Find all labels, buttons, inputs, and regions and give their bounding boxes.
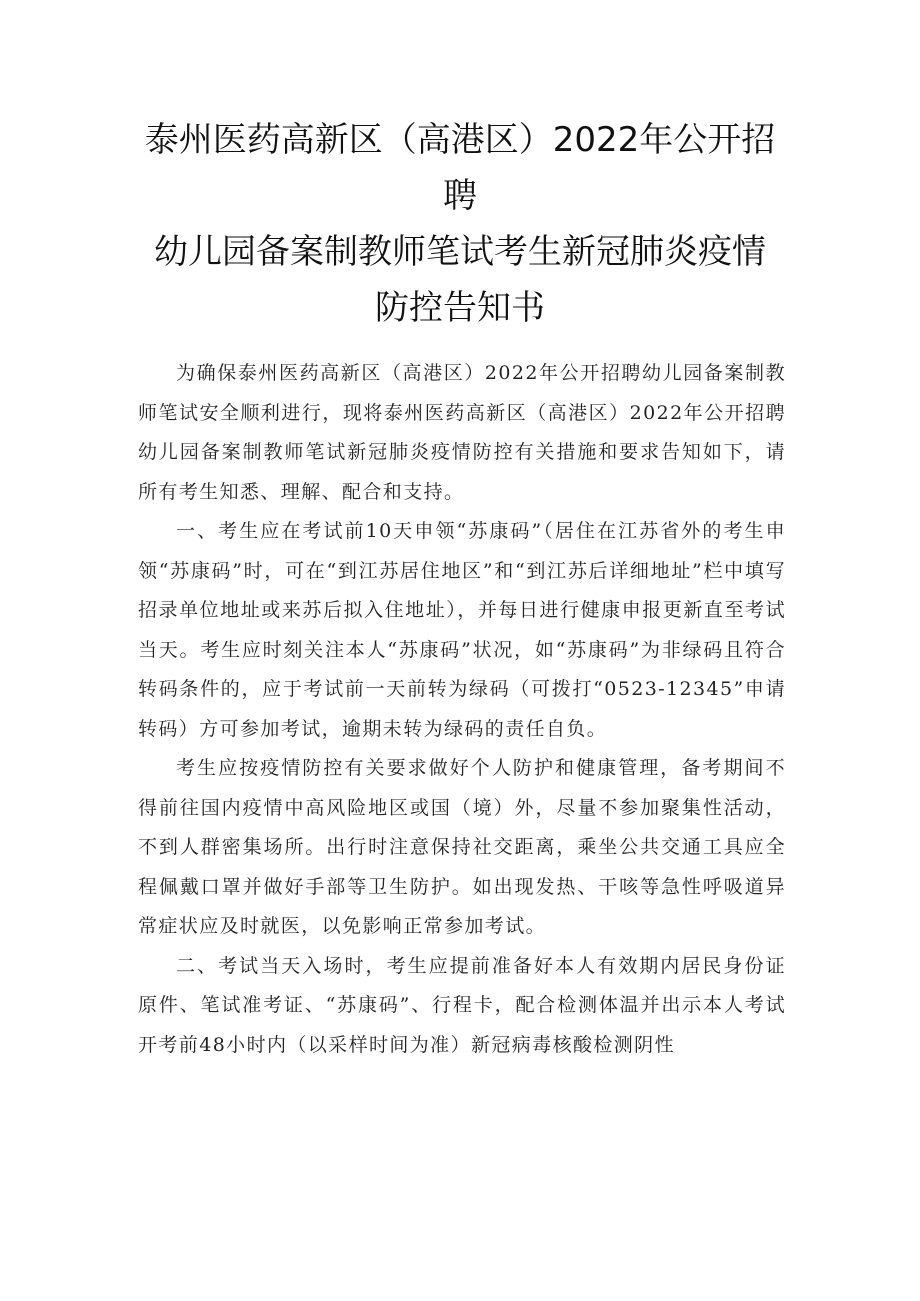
paragraph-exam-day-entry: 二、考试当天入场时，考生应提前准备好本人有效期内居民身份证原件、笔试准考证、“苏康码”、行程卡，配合检测体温并出示本人考试开考前48小时内（以采样时间为准）新冠病毒核酸检测阴性 [138,954,786,1056]
title-line-2: 聘 [443,176,477,216]
document-body [138,354,786,1065]
title-line-3: 幼儿园备案制教师笔试考生新冠肺炎疫情 [154,232,766,272]
document-title [120,112,800,336]
paragraph-intro: 为确保泰州医药高新区（高港区）2022年公开招聘幼儿园备案制教师笔试安全顺利进行，现将泰州医药高新区（高港区）2022年公开招聘幼儿园备案制教师笔试新冠肺炎疫情防控有关措施和要求告知如下，请所有考生知悉、理解、配合和支持。 [138,362,786,503]
paragraph-su-kang-code: 一、考生应在考试前10天申领“苏康码”（居住在江苏省外的考生申领“苏康码”时，可在“到江苏居住地区”和“到江苏后详细地址”栏中填写招录单位地址或来苏后拟入住地址），并每日进行健康申报更新直至考试当天。考生应时刻关注本人“苏康码”状况，如“苏康码”为非绿码且符合转码条件的，应于考试前一天前转为绿码（可拨打“0523-12345”申请转码）方可参加考试，逾期未转为绿码的责任自负。 [138,520,786,740]
title-line-1: 泰州医药高新区（高港区）2022年公开招 [144,120,776,160]
paragraph-personal-protection: 考生应按疫情防控有关要求做好个人防护和健康管理，备考期间不得前往国内疫情中高风险地区或国（境）外，尽量不参加聚集性活动，不到人群密集场所。出行时注意保持社交距离，乘坐公共交通工具应全程佩戴口罩并做好手部等卫生防护。如出现发热、干咳等急性呼吸道异常症状应及时就医，以免影响正常参加考试。 [138,757,786,937]
title-line-4: 防控告知书 [375,288,545,328]
